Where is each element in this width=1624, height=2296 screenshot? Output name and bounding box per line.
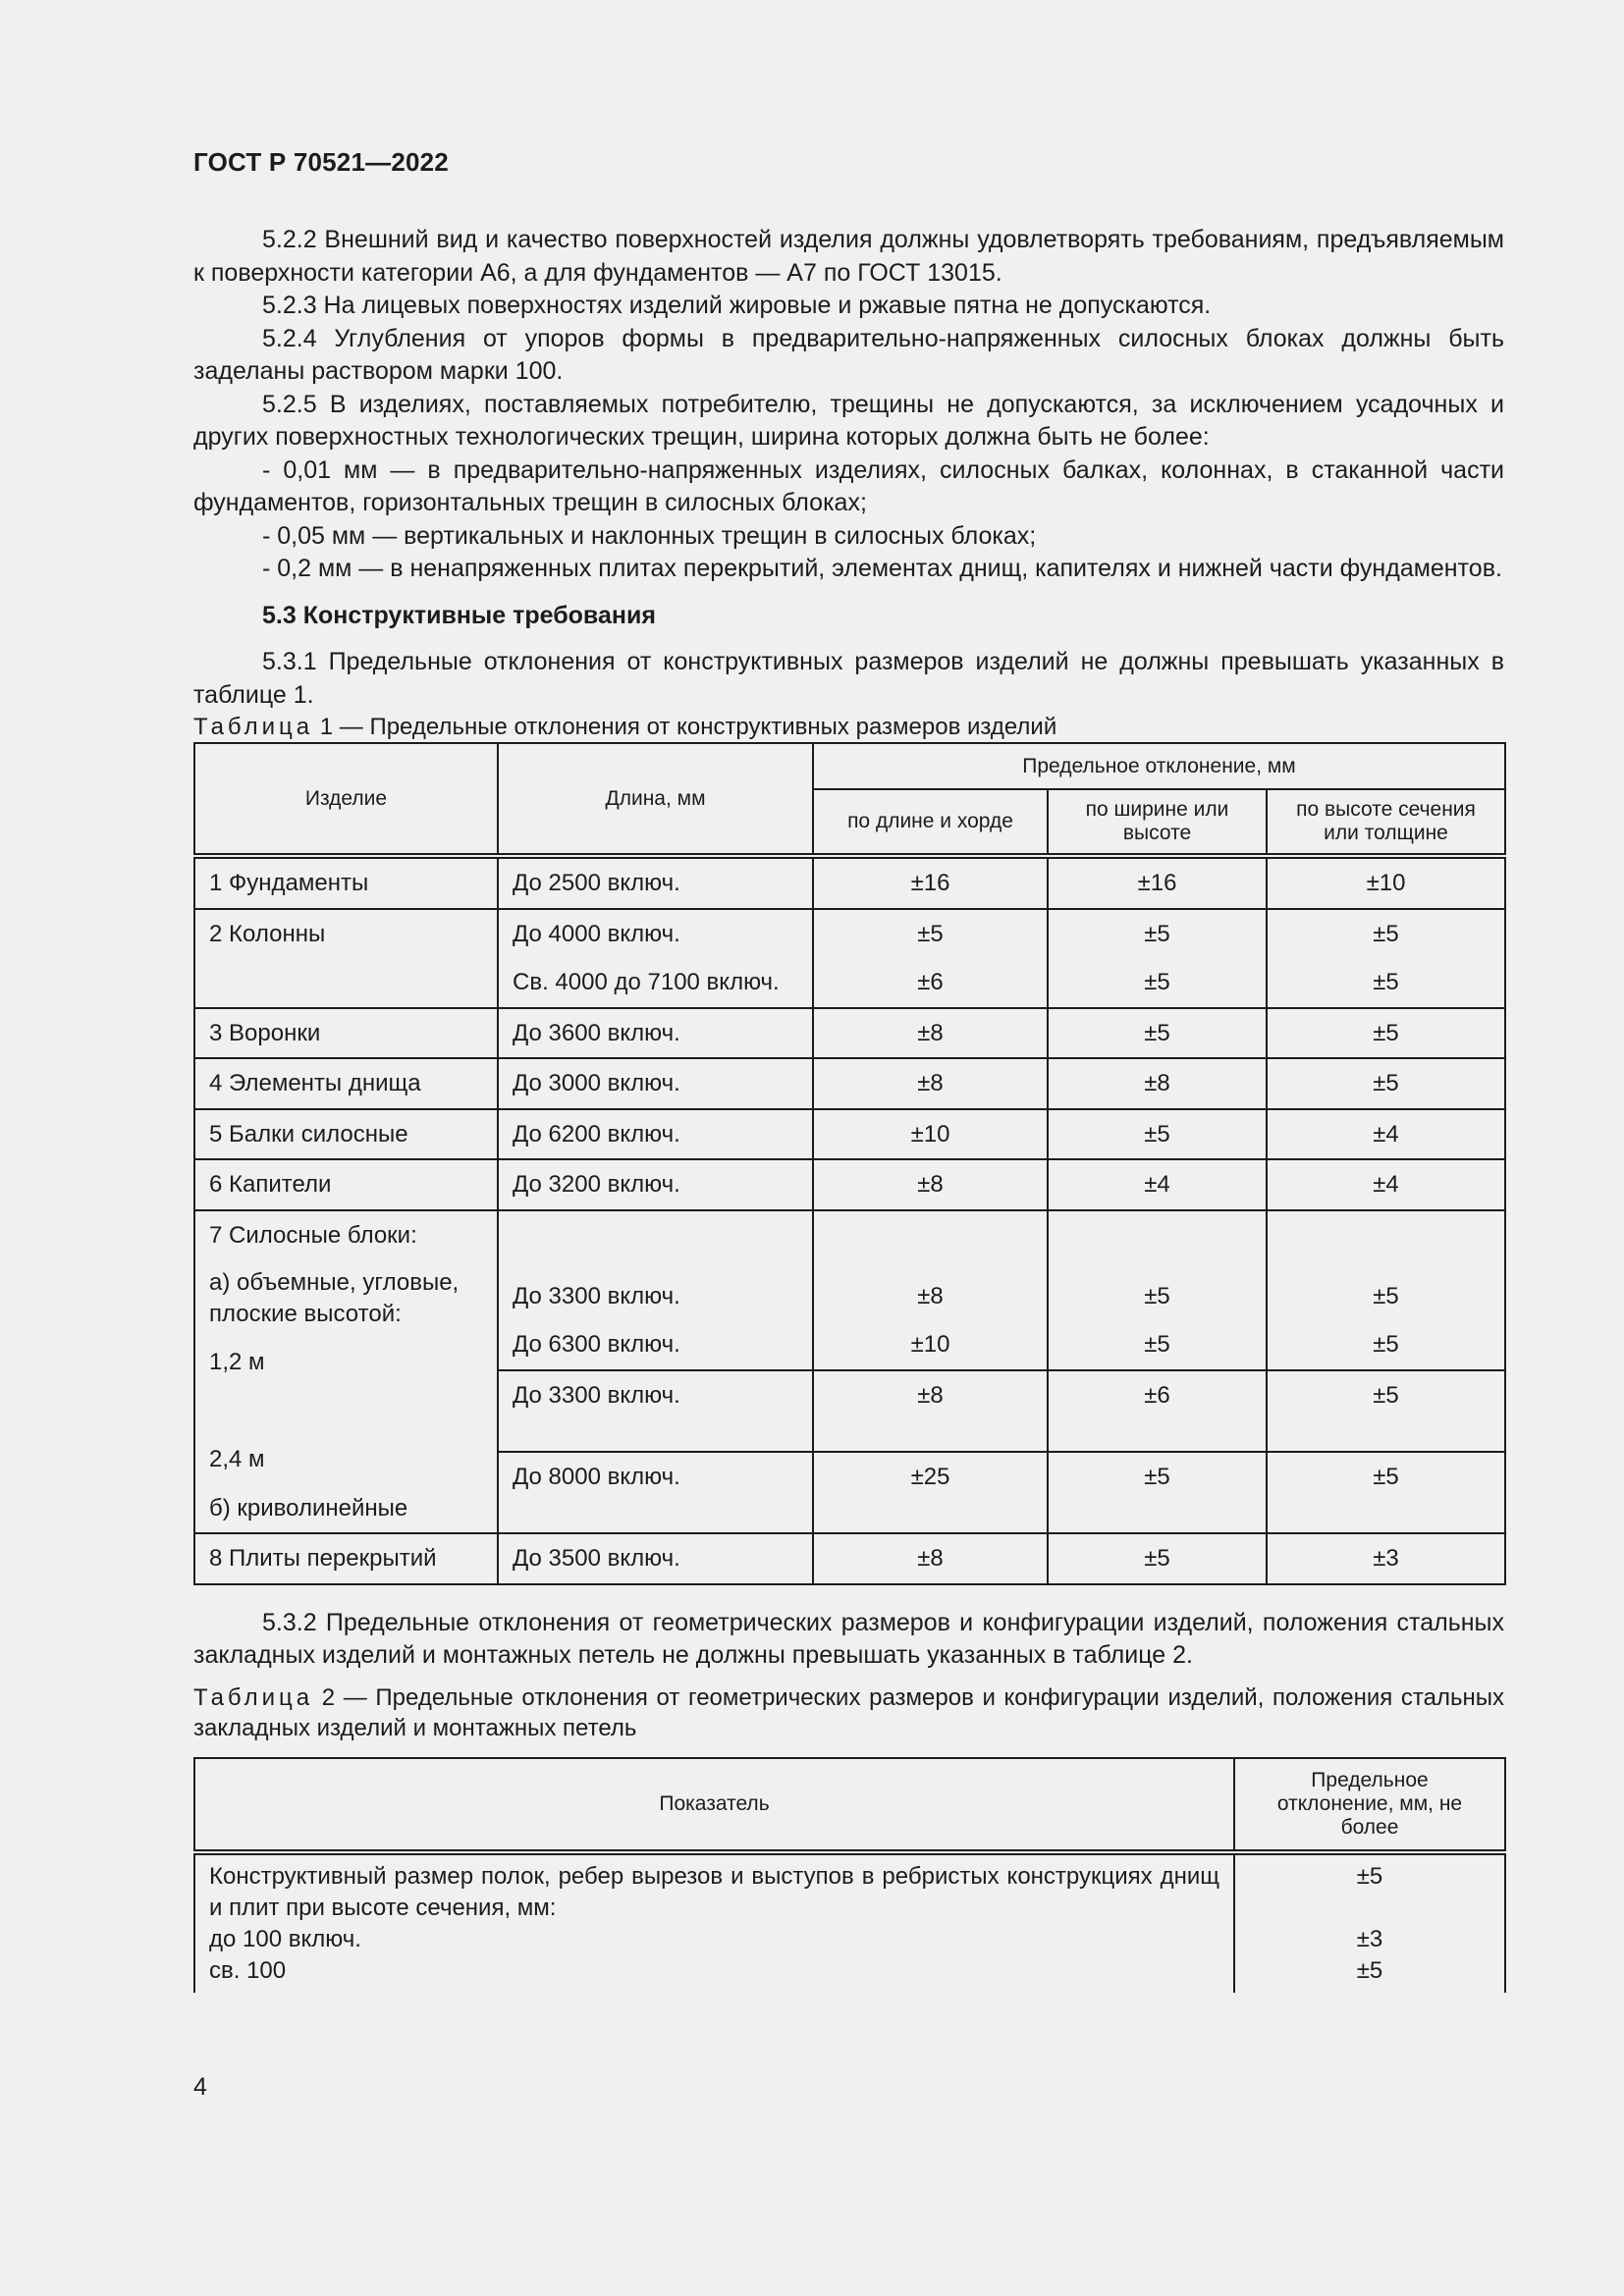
cell-width-dev: ±8 — [1048, 1058, 1267, 1109]
cell-indicator: Конструктивный размер полок, ребер вырезов и выступов в ребристых конструкциях днищ и плит при высоте сечения, мм: — [194, 1852, 1234, 1924]
cell-width-dev: ±5 — [1048, 1008, 1267, 1059]
cell-length: До 3200 включ. — [498, 1159, 813, 1210]
cell-height-dev: ±5 — [1267, 1058, 1505, 1109]
cell-indicator: св. 100 — [194, 1955, 1234, 1993]
col-header-length: Длина, мм — [498, 743, 813, 856]
cell-len-dev: ±8 — [813, 1058, 1048, 1109]
cell-length: До 3300 включ. — [498, 1370, 813, 1452]
cell-item: 6 Капители — [194, 1159, 498, 1210]
cell-value: ±5 — [1234, 1852, 1505, 1924]
col-header-item: Изделие — [194, 743, 498, 856]
col-header-deviation: Предельное отклонение, мм, не более — [1234, 1758, 1505, 1852]
cell-len-dev: ±8 — [813, 1159, 1048, 1210]
table-row — [194, 1159, 1505, 1210]
cell-height-dev: ±4 — [1267, 1159, 1505, 1210]
cell-len-dev: ±8 — [813, 1370, 1048, 1452]
table2-caption — [193, 1682, 1504, 1743]
paragraph-5-3-1: 5.3.1 Предельные отклонения от конструктивных размеров изделий не должны превышать указанных в таблице 1. — [193, 648, 1504, 709]
paragraph-5-2-2: 5.2.2 Внешний вид и качество поверхностей изделия должны удовлетворять требованиям, предъявляемым к поверхности категории А6, а для фундаментов — А7 по ГОСТ 13015. — [193, 226, 1504, 287]
table-row — [194, 1924, 1505, 1955]
paragraph-5-2-3: 5.2.3 На лицевых поверхностях изделий жировые и ржавые пятна не допускаются. — [262, 292, 1212, 319]
table-2 — [193, 1757, 1506, 1993]
table-row — [194, 1852, 1505, 1924]
table-row — [194, 1955, 1505, 1993]
list-item: - 0,2 мм — в ненапряженных плитах перекрытий, элементах днищ, капителях и нижней части фундаментов. — [262, 555, 1502, 582]
table-row — [194, 856, 1505, 909]
cell-indicator: до 100 включ. — [194, 1924, 1234, 1955]
cell-len-dev: ±25 — [813, 1452, 1048, 1533]
cell-len-dev: ±10 — [813, 1109, 1048, 1160]
cell-width-dev: ±16 — [1048, 856, 1267, 909]
col-header-deviation-group: Предельное отклонение, мм — [813, 743, 1505, 789]
cell-height-dev: ±5 — [1267, 1370, 1505, 1452]
cell-item: 7 Силосные блоки: а) объемные, угловые, плоские высотой: 1,2 м 2,4 м б) криволинейные — [194, 1210, 498, 1534]
cell-length: До 3500 включ. — [498, 1533, 813, 1584]
cell-width-dev: ±5 — [1048, 1452, 1267, 1533]
cell-value: ±5 — [1234, 1955, 1505, 1993]
table-1 — [193, 742, 1506, 1585]
list-item: - 0,01 мм — в предварительно-напряженных изделиях, силосных балках, колоннах, в стаканной части фундаментов, горизонтальных трещин в силосных блоках; — [193, 455, 1504, 516]
table-row — [194, 1008, 1505, 1059]
table1-caption-text: 1 — Предельные отклонения от конструктивных размеров изделий — [313, 714, 1057, 740]
cell-len-dev: ±8 — [813, 1008, 1048, 1059]
paragraph-5-2-5: 5.2.5 В изделиях, поставляемых потребителю, трещины не допускаются, за исключением усадочных и других поверхностных технологических трещин, ширина которых должна быть не более: — [193, 390, 1504, 451]
document-body — [193, 224, 1504, 1993]
cell-height-dev: ±5 ±5 — [1267, 1210, 1505, 1370]
table-row — [194, 1058, 1505, 1109]
cell-item: 8 Плиты перекрытий — [194, 1533, 498, 1584]
col-header-by-width: по ширине или высоте — [1048, 789, 1267, 856]
paragraph-5-3-2: 5.3.2 Предельные отклонения от геометрических размеров и конфигурации изделий, положения стальных закладных изделий и монтажных петель не должны превышать указанных в таблице 2. — [193, 1608, 1504, 1669]
table-row — [194, 1533, 1505, 1584]
cell-length: До 8000 включ. — [498, 1452, 813, 1533]
cell-length: До 2500 включ. — [498, 856, 813, 909]
cell-height-dev: ±4 — [1267, 1109, 1505, 1160]
col-header-by-length: по длине и хорде — [813, 789, 1048, 856]
cell-length: До 3600 включ. — [498, 1008, 813, 1059]
cell-item: 4 Элементы днища — [194, 1058, 498, 1109]
page-number: 4 — [193, 2073, 207, 2101]
cell-item: 5 Балки силосные — [194, 1109, 498, 1160]
cell-width-dev: ±5 ±5 — [1048, 1210, 1267, 1370]
cell-height-dev: ±5 — [1267, 1008, 1505, 1059]
cell-height-dev: ±10 — [1267, 856, 1505, 909]
table1-caption — [193, 712, 1504, 742]
table-row — [194, 909, 1505, 1008]
cell-width-dev: ±5 — [1048, 1109, 1267, 1160]
paragraph-5-2-4: 5.2.4 Углубления от упоров формы в предварительно-напряженных силосных блоках должны быть заделаны раствором марки 100. — [193, 324, 1504, 385]
cell-height-dev: ±3 — [1267, 1533, 1505, 1584]
cell-len-dev: ±5 ±6 — [813, 909, 1048, 1008]
table2-caption-label: Таблица — [193, 1683, 314, 1711]
cell-value: ±3 — [1234, 1924, 1505, 1955]
cell-width-dev: ±6 — [1048, 1370, 1267, 1452]
cell-height-dev: ±5 ±5 — [1267, 909, 1505, 1008]
cell-item: 2 Колонны — [194, 909, 498, 1008]
cell-item: 1 Фундаменты — [194, 856, 498, 909]
cell-height-dev: ±5 — [1267, 1452, 1505, 1533]
section-heading: 5.3 Конструктивные требования — [262, 601, 656, 629]
table2-caption-text: 2 — Предельные отклонения от геометрических размеров и конфигурации изделий, положения стальных закладных изделий и монтажных петель — [193, 1683, 1504, 1741]
table-row-silo-blocks — [194, 1210, 1505, 1370]
col-header-indicator: Показатель — [194, 1758, 1234, 1852]
cell-item: 3 Воронки — [194, 1008, 498, 1059]
document-code: ГОСТ Р 70521—2022 — [193, 147, 449, 177]
cell-length: До 3300 включ. До 6300 включ. — [498, 1210, 813, 1370]
col-header-by-height: по высоте сечения или толщине — [1267, 789, 1505, 856]
table1-caption-label: Таблица — [193, 714, 314, 740]
cell-length: До 3000 включ. — [498, 1058, 813, 1109]
list-item: - 0,05 мм — вертикальных и наклонных трещин в силосных блоках; — [262, 521, 1037, 550]
cell-len-dev: ±8 ±10 — [813, 1210, 1048, 1370]
cell-length: До 6200 включ. — [498, 1109, 813, 1160]
table-row — [194, 1109, 1505, 1160]
cell-length: До 4000 включ. Св. 4000 до 7100 включ. — [498, 909, 813, 1008]
cell-width-dev: ±4 — [1048, 1159, 1267, 1210]
cell-len-dev: ±16 — [813, 856, 1048, 909]
cell-width-dev: ±5 — [1048, 1533, 1267, 1584]
cell-len-dev: ±8 — [813, 1533, 1048, 1584]
cell-width-dev: ±5 ±5 — [1048, 909, 1267, 1008]
